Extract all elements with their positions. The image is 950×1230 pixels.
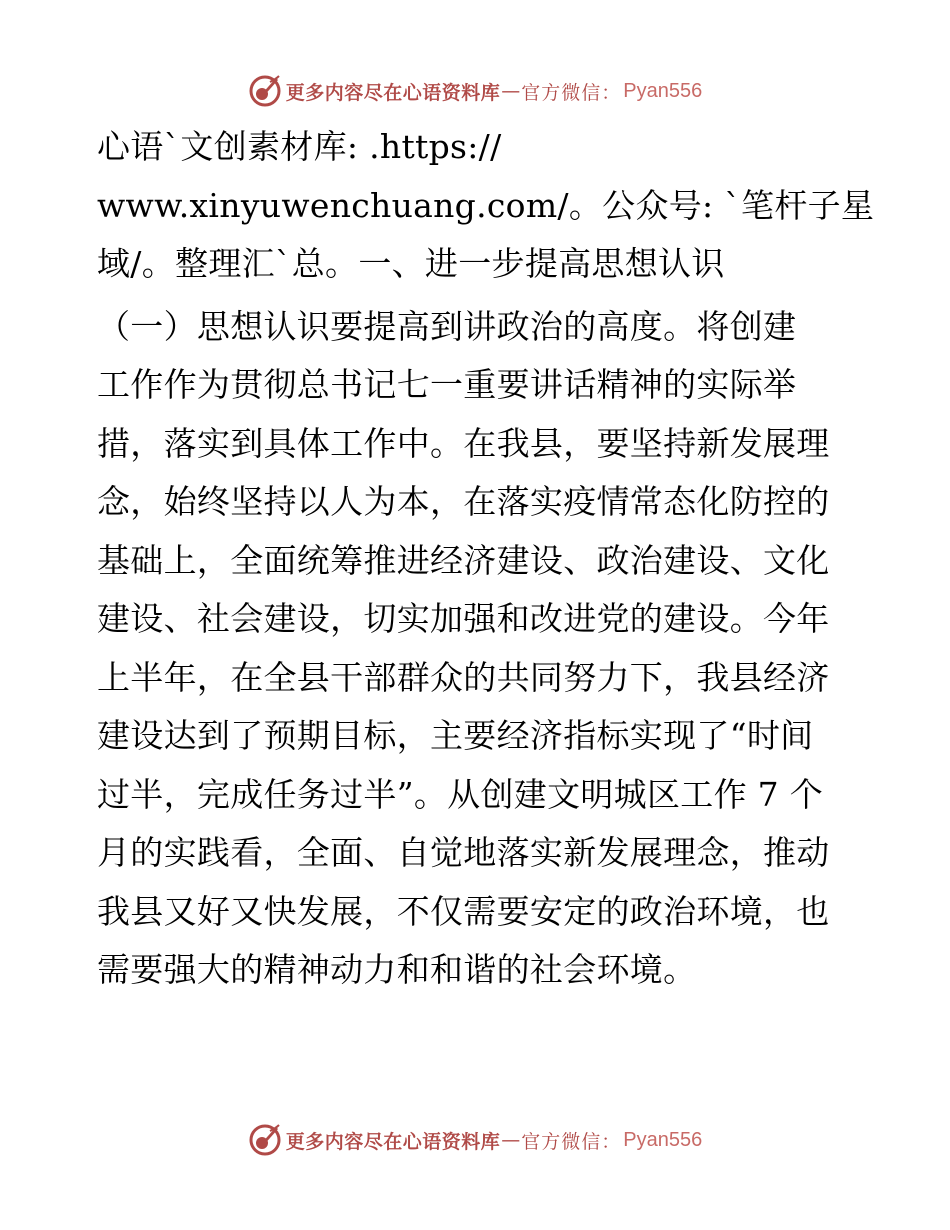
paragraph-line: 建设达到了预期目标，主要经济指标实现了“时间 [97,716,814,755]
banner-wechat-handle: Pyan556 [623,1128,703,1151]
intro-line: 域/。整理汇`总。一、进一步提高思想认识 [97,244,725,283]
banner-wechat-handle: Pyan556 [623,79,703,102]
intro-line: 心语`文创素材库: .https:// [97,127,502,166]
paragraph-line: 建设、社会建设，切实加强和改进党的建设。今年 [97,599,830,638]
paragraph-line: 措，落实到具体工作中。在我县，要坚持新发展理 [97,423,830,463]
banner-promo-text: 更多内容尽在心语资料库 [285,81,501,104]
intro-line: www.xinyuwenchuang.com/。公众号: `笔杆子星 [97,185,875,225]
paragraph-line: （一）思想认识要提高到讲政治的高度。将创建 [97,306,797,346]
banner-official-label: 官方微信： [521,81,622,104]
banner-dash: — [501,80,521,102]
document-body [97,118,875,1000]
paragraph-line: 上半年，在全县干部群众的共同努力下，我县经济 [97,657,830,697]
paragraph-line: 基础上，全面统筹推进经济建设、政治建设、文化 [97,540,830,580]
banner-official-label: 官方微信： [521,1130,622,1153]
footer-banner [0,1120,950,1160]
paragraph-line: 过半，完成任务过半”。从创建文明城区工作 7 个 [97,774,824,814]
paragraph-line: 需要强大的精神动力和和谐的社会环境。 [97,950,697,989]
paragraph-line: 月的实践看，全面、自觉地落实新发展理念，推动 [97,833,830,872]
paragraph-line: 我县又好又快发展，不仅需要安定的政治环境，也 [97,891,830,931]
header-banner [0,71,950,111]
banner-dash: — [501,1129,521,1151]
paragraph-line: 工作作为贯彻总书记七一重要讲话精神的实际举 [97,365,797,404]
banner-promo-text: 更多内容尽在心语资料库 [285,1130,501,1153]
paragraph-line: 念，始终坚持以人为本，在落实疫情常态化防控的 [97,482,830,521]
quill-logo-icon [248,1123,282,1157]
quill-logo-icon [248,74,282,108]
